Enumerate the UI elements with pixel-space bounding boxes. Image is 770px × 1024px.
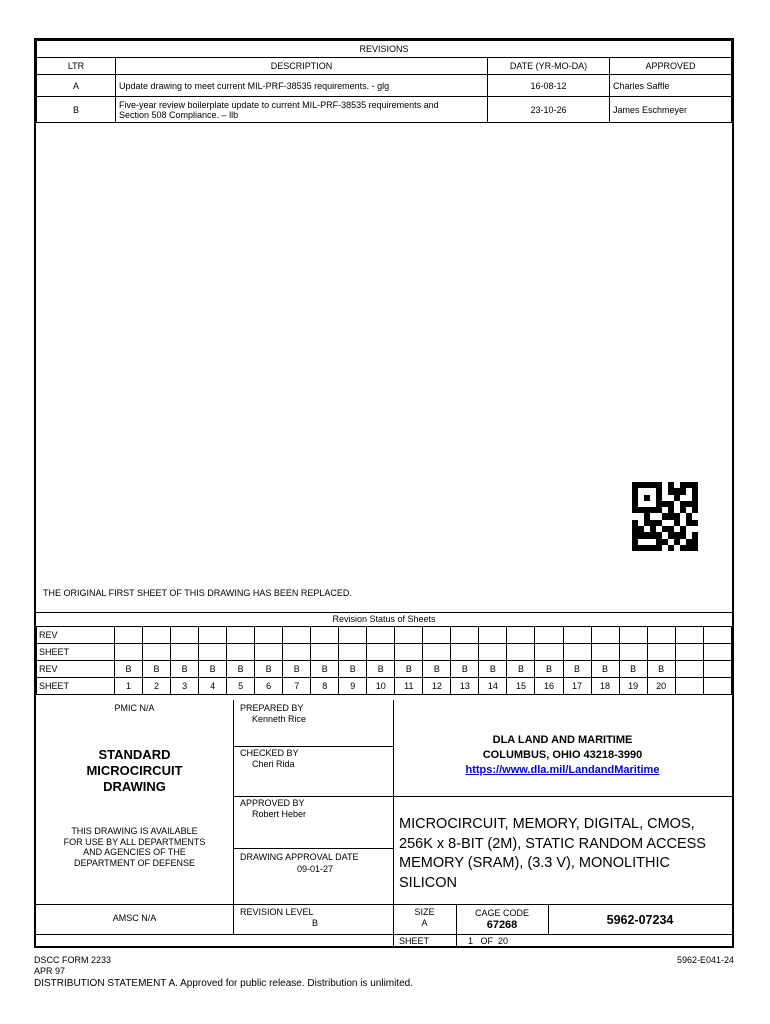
device-line1: MICROCIRCUIT, MEMORY, DIGITAL, CMOS, bbox=[399, 816, 695, 832]
rev-value: B bbox=[199, 661, 227, 678]
sheet-number: 2 bbox=[143, 678, 171, 695]
rev-value: B bbox=[619, 661, 647, 678]
sheet-number: 9 bbox=[339, 678, 367, 695]
sheet-number: 11 bbox=[395, 678, 423, 695]
divider bbox=[36, 904, 732, 905]
revision-level-label: REVISION LEVEL bbox=[240, 907, 314, 917]
sheet-value-block: 1 OF 20 bbox=[468, 936, 509, 946]
prepared-by-label: PREPARED BY bbox=[240, 703, 304, 713]
checked-by-label: CHECKED BY bbox=[240, 748, 299, 758]
rev-label-2: REV bbox=[37, 661, 115, 678]
rev-value: B bbox=[143, 661, 171, 678]
rev-value: B bbox=[647, 661, 675, 678]
approval-date-value: 09-01-27 bbox=[296, 864, 334, 874]
revision-b-desc-line1: Five-year review boilerplate update to current MIL-PRF-38535 requirements and bbox=[119, 99, 439, 110]
sheet-label: SHEET bbox=[37, 644, 115, 661]
amsc: AMSC N/A bbox=[112, 913, 157, 923]
device-line3: MEMORY (SRAM), (3.3 V), MONOLITHIC bbox=[399, 855, 670, 871]
divider bbox=[393, 796, 732, 797]
sheet-label-block: SHEET bbox=[399, 936, 430, 946]
divider bbox=[233, 848, 393, 849]
rev-value: B bbox=[563, 661, 591, 678]
revision-level bbox=[240, 907, 390, 929]
sheet-number: 12 bbox=[423, 678, 451, 695]
revision-a-description: Update drawing to meet current MIL-PRF-38535 requirements. - glg bbox=[116, 75, 488, 97]
header-date: DATE (YR-MO-DA) bbox=[488, 58, 610, 75]
rev-value: B bbox=[367, 661, 395, 678]
checked-by-name: Cheri Rida bbox=[252, 759, 295, 769]
revision-a-ltr: A bbox=[37, 75, 116, 97]
cage-code-label: CAGE CODE bbox=[474, 908, 529, 918]
sheet-number: 19 bbox=[619, 678, 647, 695]
form-id bbox=[34, 955, 111, 977]
form-date: APR 97 bbox=[34, 966, 66, 976]
prepared-by-name: Kenneth Rice bbox=[252, 714, 307, 724]
approved-by-name: Robert Heber bbox=[252, 809, 307, 819]
standard-line2: MICROCIRCUIT bbox=[86, 763, 183, 778]
approval-date bbox=[240, 851, 390, 875]
rev-value: B bbox=[535, 661, 563, 678]
replaced-notice: THE ORIGINAL FIRST SHEET OF THIS DRAWING HAS BEEN REPLACED. bbox=[43, 588, 352, 598]
qr-module bbox=[692, 545, 698, 551]
size-label: SIZE bbox=[414, 907, 435, 917]
rev-value: B bbox=[283, 661, 311, 678]
rev-value: B bbox=[451, 661, 479, 678]
standard-microcircuit-drawing bbox=[36, 747, 233, 795]
rev-value: B bbox=[507, 661, 535, 678]
sheet-number: 5 bbox=[227, 678, 255, 695]
sheet-number: 8 bbox=[311, 678, 339, 695]
availability-line2: FOR USE BY ALL DEPARTMENTS bbox=[63, 836, 206, 847]
revision-b-date: 23-10-26 bbox=[488, 97, 610, 123]
device-line2: 256K x 8-BIT (2M), STATIC RANDOM ACCESS bbox=[399, 835, 706, 852]
distribution-statement: DISTRIBUTION STATEMENT A. Approved for public release. Distribution is unlimited. bbox=[34, 978, 414, 989]
rev-value: B bbox=[171, 661, 199, 678]
rev-value: B bbox=[227, 661, 255, 678]
sheet-number: 16 bbox=[535, 678, 563, 695]
sheet-empty-cell bbox=[703, 678, 731, 695]
rev-empty-cell bbox=[675, 661, 703, 678]
pmic: PMIC N/A bbox=[114, 703, 155, 713]
sheet-number: 10 bbox=[367, 678, 395, 695]
org-website-link[interactable]: https://www.dla.mil/LandandMaritime bbox=[465, 764, 660, 776]
sheet-number: 14 bbox=[479, 678, 507, 695]
approved-by-label: APPROVED BY bbox=[240, 798, 305, 808]
drawing-number: 5962-07234 bbox=[606, 913, 674, 927]
sheet-number: 17 bbox=[563, 678, 591, 695]
rev-label: REV bbox=[37, 627, 115, 644]
availability-line4: DEPARTMENT OF DEFENSE bbox=[73, 857, 196, 868]
size-cell bbox=[393, 907, 456, 929]
revision-b-desc-line2: Section 508 Compliance. – llb bbox=[119, 109, 239, 120]
sheet-empty-cell bbox=[675, 678, 703, 695]
cage-code-cell bbox=[456, 907, 548, 931]
divider bbox=[36, 612, 732, 613]
org-name: DLA LAND AND MARITIME bbox=[492, 734, 633, 746]
rev-value: B bbox=[591, 661, 619, 678]
divider bbox=[36, 934, 732, 935]
rev-value: B bbox=[423, 661, 451, 678]
qr-code-icon bbox=[632, 482, 698, 552]
divider bbox=[233, 746, 393, 747]
org-address: COLUMBUS, OHIO 43218-3990 bbox=[482, 749, 643, 761]
revision-status-table bbox=[36, 626, 732, 695]
divider bbox=[233, 796, 393, 797]
rev-value: B bbox=[255, 661, 283, 678]
header-approved: APPROVED bbox=[610, 58, 732, 75]
sheet-number: 7 bbox=[283, 678, 311, 695]
availability-line1: THIS DRAWING IS AVAILABLE bbox=[71, 826, 198, 836]
sheet-number: 4 bbox=[199, 678, 227, 695]
revisions-title: REVISIONS bbox=[37, 41, 732, 58]
revision-level-value: B bbox=[311, 918, 318, 928]
sheet-number: 6 bbox=[255, 678, 283, 695]
sheet-number: 18 bbox=[591, 678, 619, 695]
revision-status-title: Revision Status of Sheets bbox=[332, 614, 436, 624]
rev-empty-cell bbox=[703, 661, 731, 678]
device-line4: SILICON bbox=[399, 874, 458, 891]
divider bbox=[233, 700, 234, 934]
header-description: DESCRIPTION bbox=[116, 58, 488, 75]
prepared-by bbox=[240, 703, 306, 725]
availability-line3: AND AGENCIES OF THE bbox=[83, 847, 186, 857]
form-number: 5962-E041-24 bbox=[676, 955, 734, 965]
form-name: DSCC FORM 2233 bbox=[34, 955, 112, 965]
sheet-number: 20 bbox=[647, 678, 675, 695]
revision-b-ltr: B bbox=[37, 97, 116, 123]
rev-value: B bbox=[395, 661, 423, 678]
header-ltr: LTR bbox=[37, 58, 116, 75]
sheet-number: 1 bbox=[115, 678, 143, 695]
rev-value: B bbox=[479, 661, 507, 678]
sheet-number: 13 bbox=[451, 678, 479, 695]
approved-by bbox=[240, 798, 306, 820]
size-value: A bbox=[421, 918, 428, 928]
revision-a-approved: Charles Saffle bbox=[610, 75, 732, 97]
cage-code-value: 67268 bbox=[486, 919, 518, 931]
revisions-table bbox=[36, 40, 732, 123]
checked-by bbox=[240, 748, 299, 770]
revision-a-date: 16-08-12 bbox=[488, 75, 610, 97]
revision-b-description bbox=[116, 97, 488, 123]
standard-line1: STANDARD bbox=[98, 747, 171, 762]
rev-value: B bbox=[115, 661, 143, 678]
approval-date-label: DRAWING APPROVAL DATE bbox=[240, 852, 359, 862]
organization bbox=[393, 733, 732, 778]
rev-value: B bbox=[311, 661, 339, 678]
sheet-number: 3 bbox=[171, 678, 199, 695]
rev-value: B bbox=[339, 661, 367, 678]
availability-statement bbox=[36, 826, 233, 868]
device-description bbox=[399, 815, 706, 893]
sheet-number: 15 bbox=[507, 678, 535, 695]
sheet-label-2: SHEET bbox=[37, 678, 115, 695]
standard-line3: DRAWING bbox=[103, 779, 166, 794]
drawing-frame bbox=[34, 38, 734, 948]
revision-b-approved: James Eschmeyer bbox=[610, 97, 732, 123]
